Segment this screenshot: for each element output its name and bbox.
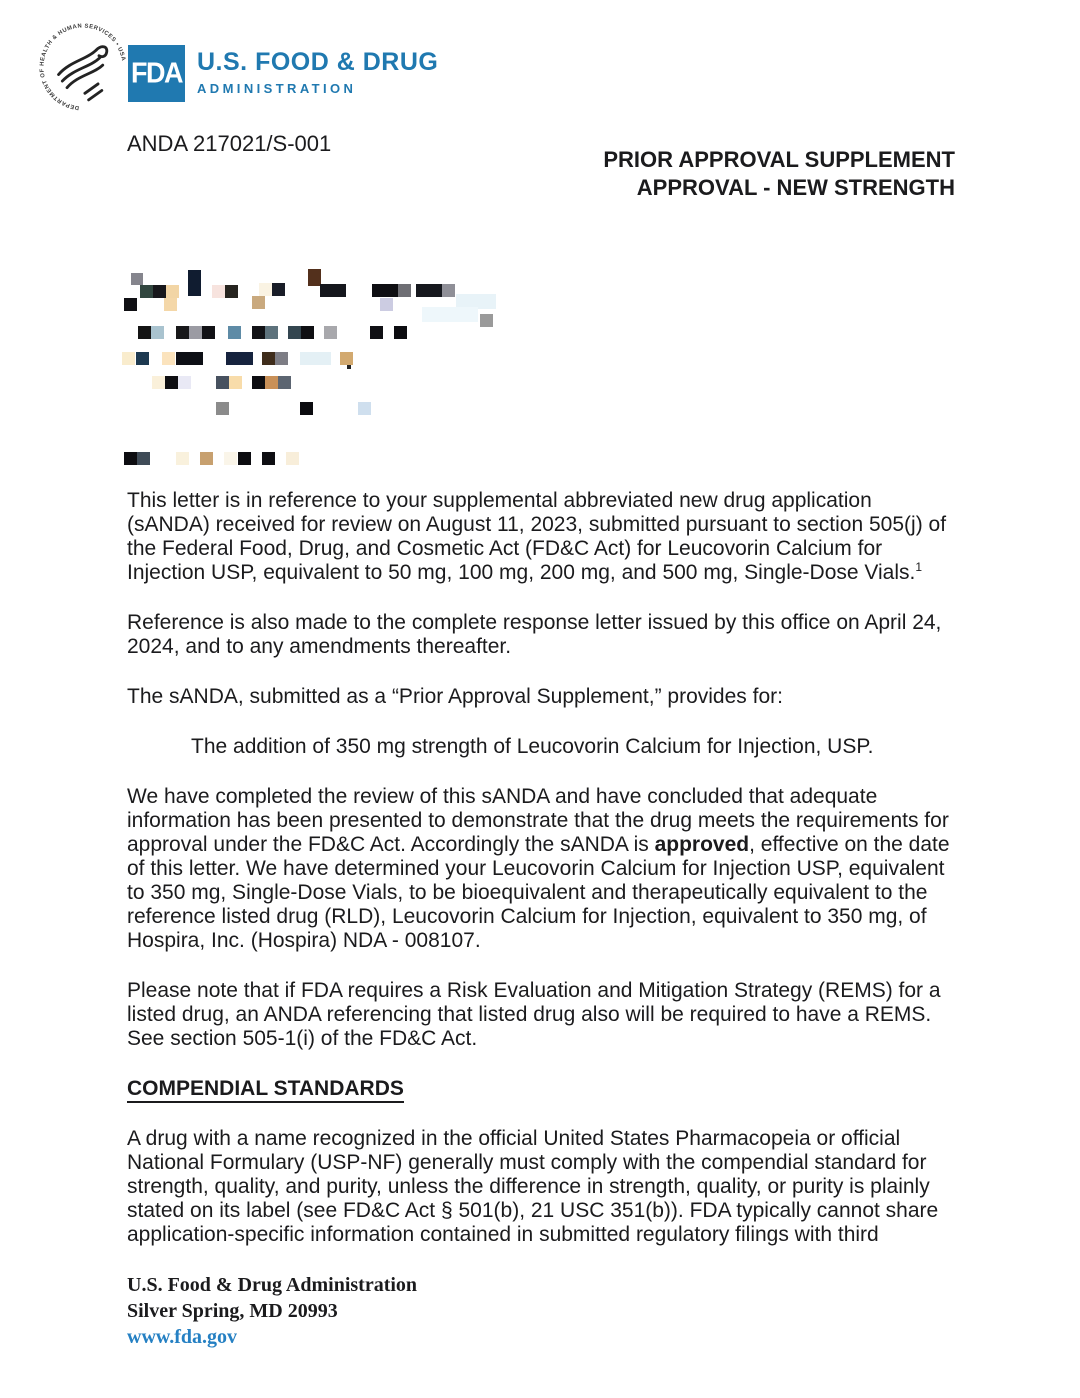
redaction-cell (189, 326, 202, 339)
footer-address: Silver Spring, MD 20993 (127, 1300, 338, 1322)
redaction-cell (224, 452, 237, 465)
page-footer (127, 1272, 417, 1350)
paragraph-rems: Please note that if FDA requires a Risk Evaluation and Mitigation Strategy (REMS) for a listed drug, an ANDA referencing that listed drug also will be required to have a REMS. See section 505-1(i) of the FD&C Act. (127, 979, 941, 1050)
redaction-cell (275, 352, 288, 365)
redaction-cell (228, 326, 241, 339)
footer-agency-name: U.S. Food & Drug Administration (127, 1274, 418, 1296)
redaction-cell (480, 314, 493, 327)
redaction-cell (124, 452, 137, 465)
redaction-cell (165, 376, 178, 389)
footer-fda-link[interactable]: www.fda.gov (127, 1326, 238, 1348)
paragraph-compendial: A drug with a name recognized in the official United States Pharmacopeia or official National Formulary (USP-NF) generally must comply with the compendial standard for strength, quality, and purity, unless the difference in strength, quality, or purity is plainly stated on its label (see FD&C Act § 501(b), 21 USC 351(b)). FDA typically cannot share application-specific information contained in submitted regulatory filings with third (127, 1127, 939, 1246)
redaction-cell (272, 283, 285, 296)
paragraph-approval: We have completed the review of this sANDA and have concluded that adequate information has been presented to demonstrate that the drug meets the requirements for approval under the FD&C Act. Accordingly the sANDA is approved, effective on the date of this letter. We have determined your Leucovorin Calcium for Injection USP, equivalent to 350 mg, Single-Dose Vials, to be bioequivalent and therapeutically equivalent to the reference listed drug (RLD), Leucovorin Calcium for Injection, equivalent to 350 mg, of Hospira, Inc. (Hospira) NDA - 008107. (127, 785, 950, 952)
redaction-cell (288, 326, 301, 339)
redaction-block (122, 265, 532, 475)
redaction-cell (216, 402, 229, 415)
redaction-cell (278, 376, 291, 389)
redaction-cell (416, 284, 442, 297)
redaction-cell (188, 270, 201, 296)
redaction-cell (265, 376, 278, 389)
redaction-cell (238, 452, 251, 465)
paragraph-addition-strength: The addition of 350 mg strength of Leucovorin Calcium for Injection, USP. (191, 735, 874, 758)
fda-wordmark-line2: ADMINISTRATION (197, 81, 357, 96)
redaction-cell (229, 376, 242, 389)
fda-wordmark (197, 48, 438, 96)
redaction-cell (370, 326, 383, 339)
approved-emphasis: approved (654, 833, 750, 856)
redaction-cell (138, 326, 151, 339)
redaction-cell (265, 326, 278, 339)
redaction-cell (122, 352, 135, 365)
paragraph-provides-for: The sANDA, submitted as a “Prior Approval Supplement,” provides for: (127, 685, 783, 708)
redaction-cell (164, 298, 177, 311)
redaction-cell (262, 352, 275, 365)
redaction-cell (152, 376, 165, 389)
letter-body (127, 489, 958, 1273)
redaction-cell (259, 283, 272, 296)
hhs-eagle-strokes (59, 47, 107, 100)
footnote-marker: 1 (915, 560, 923, 574)
letter-type-line1: PRIOR APPROVAL SUPPLEMENT (603, 147, 955, 172)
redaction-cell (394, 326, 407, 339)
fda-wordmark-line1: U.S. FOOD & DRUG (197, 48, 439, 76)
hhs-ring-text: DEPARTMENT OF HEALTH & HUMAN SERVICES • USA (39, 23, 127, 111)
redaction-cell (216, 376, 229, 389)
paragraph-crl-reference: Reference is also made to the complete response letter issued by this office on April 24, 2024, and to any amendments thereafter. (127, 611, 942, 658)
redaction-cell (340, 352, 353, 365)
redaction-cell (324, 326, 337, 339)
redaction-cell (286, 452, 299, 465)
compendial-standards-heading: COMPENDIAL STANDARDS (127, 1077, 958, 1101)
redaction-cell (300, 352, 331, 365)
redaction-cell (212, 285, 225, 298)
application-number: ANDA 217021/S-001 (127, 131, 332, 156)
redaction-cell (153, 285, 166, 298)
redaction-cell (124, 298, 137, 311)
redaction-cell (176, 326, 189, 339)
redaction-cell (301, 326, 314, 339)
redaction-cell (151, 326, 164, 339)
redaction-cell (380, 298, 393, 311)
redaction-cell (131, 273, 143, 285)
redaction-cell (140, 285, 153, 298)
redaction-cell (200, 452, 213, 465)
redaction-cell (162, 352, 175, 365)
redaction-cell (166, 285, 179, 298)
redaction-cell (262, 452, 275, 465)
redaction-cell (347, 365, 351, 369)
letter-type-block (603, 146, 955, 202)
redaction-cell (398, 284, 411, 297)
redaction-cell (422, 307, 478, 322)
hhs-eagle-seal-icon (36, 20, 130, 114)
letter-type-line2: APPROVAL - NEW STRENGTH (636, 175, 955, 200)
redaction-cell (320, 284, 346, 297)
redaction-cell (372, 284, 398, 297)
redaction-cell (136, 352, 149, 365)
redaction-cell (252, 376, 265, 389)
redaction-cell (225, 285, 238, 298)
redaction-cell (202, 326, 215, 339)
paragraph-reference: This letter is in reference to your supplemental abbreviated new drug application (sANDA) received for review on August 11, 2023, submitted pursuant to section 505(j) of the Federal Food, Drug, and Cosmetic Act (FD&C Act) for Leucovorin Calcium for Injection USP, equivalent to 50 mg, 100 mg, 200 mg, and 500 mg, Single-Dose Vials.$^1$ (127, 489, 947, 584)
redaction-cell (252, 296, 265, 309)
redaction-cell (178, 376, 191, 389)
redaction-cell (252, 326, 265, 339)
redaction-cell (300, 402, 313, 415)
redaction-cell (442, 284, 455, 297)
redaction-cell (176, 452, 189, 465)
redaction-cell (226, 352, 253, 365)
fda-square-logo (128, 45, 185, 102)
redaction-cell (176, 352, 203, 365)
redaction-cell (358, 402, 371, 415)
fda-acronym: FDA (131, 57, 182, 89)
redaction-cell (137, 452, 150, 465)
